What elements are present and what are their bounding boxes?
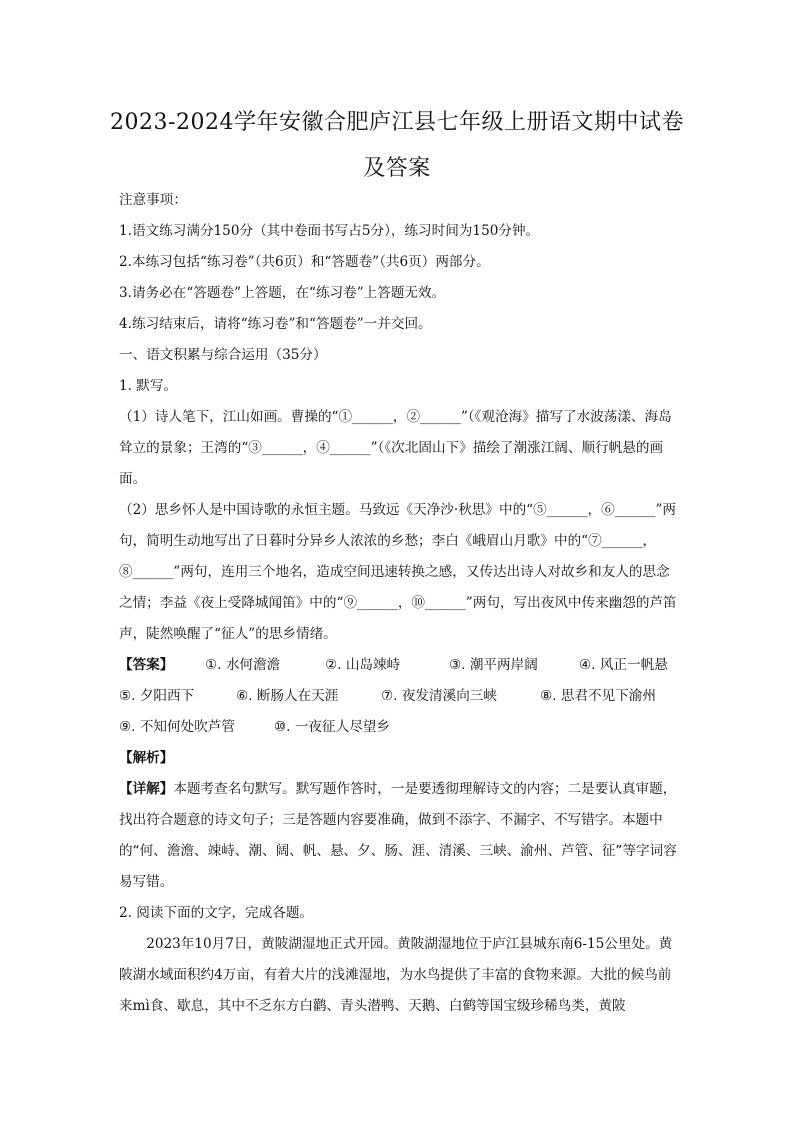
answer-item: ⑤. 夕阳西下 bbox=[119, 688, 195, 704]
note-item-2: 2.本练习包括“练习卷”（共6页）和“答题卷”（共6页）两部分。 bbox=[119, 254, 490, 270]
question-2-title: 2. 阅读下面的文字，完成各题。 bbox=[119, 905, 314, 921]
note-item-4: 4.练习结束后，请将“练习卷”和“答题卷”一并交回。 bbox=[119, 316, 432, 332]
answer-label: 【答案】 bbox=[119, 657, 174, 673]
analysis-detail bbox=[119, 774, 679, 898]
question-2-passage: 2023年10月7日，黄陂湖湿地正式开园。黄陂湖湿地位于庐江县城东南6-15公里处。黄陂湖水域面积约4万亩，有着大片的浅滩湿地，为水鸟提供了丰富的食物来源。大批的候鸟前来mì食、歇息，其中不乏东方白鹳、青头潜鸭、天鹅、白鹤等国宝级珍稀鸟类，黄陂 bbox=[119, 936, 673, 1014]
analysis-label: 【解析】 bbox=[119, 750, 174, 766]
notes-heading: 注意事项： bbox=[119, 192, 187, 208]
note-item-1: 1.语文练习满分150分（其中卷面书写占5分），练习时间为150分钟。 bbox=[119, 223, 540, 239]
answer-item: ⑧. 思君不见下渝州 bbox=[540, 688, 656, 704]
answer-item: ⑦. 夜发清溪向三峡 bbox=[381, 688, 497, 704]
question-1-part-1: （1）诗人笔下，江山如画。曹操的“①______，②______”（《观沧海》描写了水波荡漾、海岛耸立的景象；王湾的“③______，④______”（《次北固山下》描绘了潮涨江阔、顺行帆悬的画面。 bbox=[119, 409, 672, 487]
answer-item: ②. 山岛竦峙 bbox=[325, 657, 401, 673]
detail-label: 【详解】 bbox=[119, 781, 174, 797]
answer-row-3 bbox=[119, 712, 679, 743]
answer-row-2 bbox=[119, 681, 679, 712]
question-1-title: 1. 默写。 bbox=[119, 378, 178, 394]
answer-item: ①. 水何澹澹 bbox=[205, 657, 281, 673]
detail-text: 本题考查名句默写。默写题作答时，一是要透彻理解诗文的内容；二是要认真审题，找出符合题意的诗文句子；三是答题内容要准确，做到不添字、不漏字、不写错字。本题中的“何、澹澹、竦峙、潮、阔、帆、悬、夕、肠、涯、清溪、三峡、渝州、芦管、征”等字词容易写错。 bbox=[119, 781, 677, 890]
answer-item: ⑩. 一夜征人尽望乡 bbox=[274, 719, 390, 735]
document-body bbox=[119, 185, 679, 1022]
answer-item: ④. 风正一帆悬 bbox=[579, 657, 668, 673]
page-title: 2023-2024学年安徽合肥庐江县七年级上册语文期中试卷及答案 bbox=[110, 110, 684, 181]
answer-item: ⑨. 不知何处吹芦管 bbox=[119, 719, 235, 735]
question-1-part-2: （2）思乡怀人是中国诗歌的永恒主题。马致远《天净沙·秋思》中的“⑤______，⑥______”两句，简明生动地写出了日暮时分异乡人浓浓的乡愁；李白《峨眉山月歌》中的“⑦______，⑧______”两句，连用三个地名，造成空间迅速转换之感，又传达出诗人对故乡和友人的思念之情；李益《夜上受降城闻笛》中的“⑨______，⑩______”两句，写出夜风中传来幽怨的芦笛声，陡然唤醒了“征人”的思乡情绪。 bbox=[119, 502, 677, 642]
note-item-3: 3.请务必在“答题卷”上答题，在“练习卷”上答题无效。 bbox=[119, 285, 446, 301]
answer-item: ⑥. 断肠人在天涯 bbox=[236, 688, 339, 704]
section-heading: 一、语文积累与综合运用（35分） bbox=[119, 347, 327, 363]
answer-item: ③. 潮平两岸阔 bbox=[449, 657, 538, 673]
answer-row-1 bbox=[119, 650, 679, 681]
